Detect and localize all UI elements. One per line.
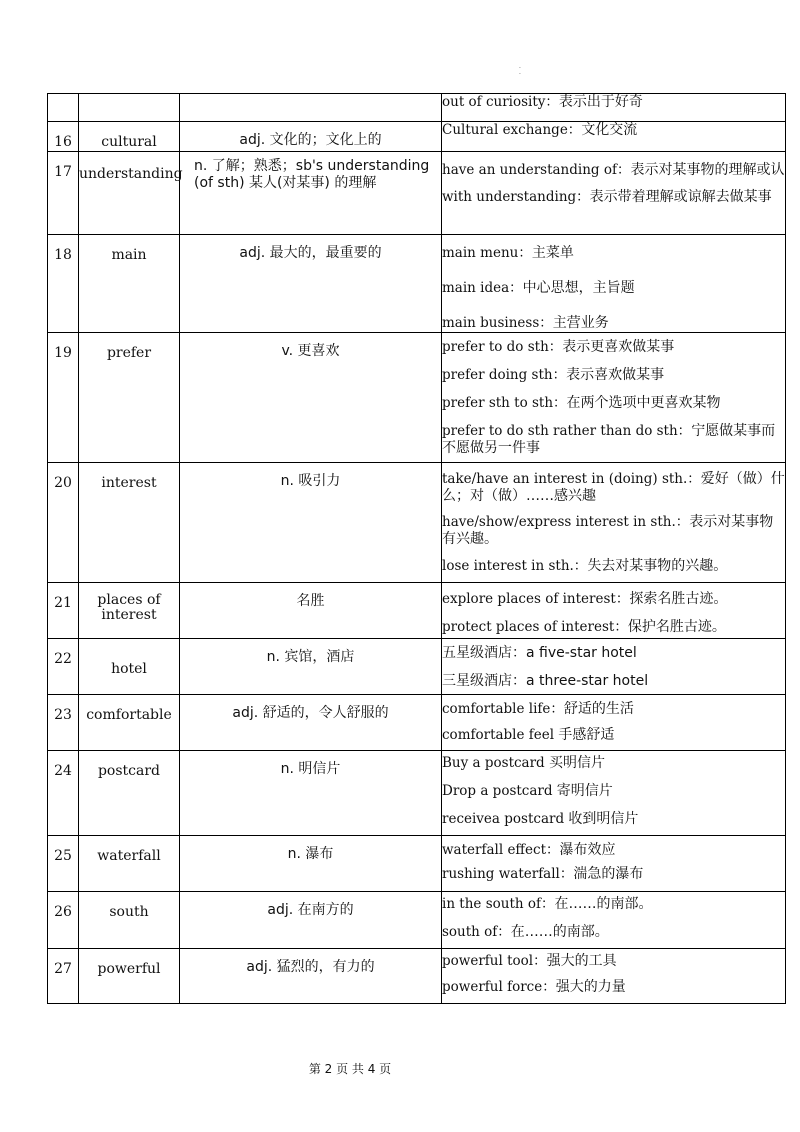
vocabulary-word: hotel bbox=[79, 639, 180, 695]
example-english: Drop a postcard bbox=[442, 783, 557, 799]
usage-examples bbox=[442, 333, 786, 463]
example-chinese: 在……的南部。 bbox=[554, 896, 653, 912]
example-chinese: 瀑布效应 bbox=[559, 842, 616, 858]
example-chinese: 探索名胜古迹。 bbox=[629, 591, 728, 607]
example-english: prefer sth to sth： bbox=[442, 395, 567, 411]
row-number: 23 bbox=[48, 695, 79, 751]
example-chinese: 文化交流 bbox=[581, 122, 638, 138]
page-footer: 第 2 页 共 4 页 bbox=[308, 1062, 392, 1076]
row-number: 25 bbox=[48, 836, 79, 892]
example-english: prefer to do sth rather than do sth： bbox=[442, 423, 692, 439]
table-row bbox=[48, 122, 786, 152]
row-number: 24 bbox=[48, 751, 79, 836]
vocabulary-word: understanding bbox=[79, 152, 180, 235]
page-corner-mark: · · bbox=[519, 65, 521, 78]
example-chinese: 主菜单 bbox=[531, 245, 574, 261]
example-english: explore places of interest： bbox=[442, 591, 630, 607]
example-chinese: 表示更喜欢做某事 bbox=[562, 339, 675, 355]
usage-example bbox=[442, 842, 785, 859]
example-english: main idea： bbox=[442, 280, 523, 296]
word-definition: n. 了解；熟悉；sb's understanding (of sth) 某人(对某事) 的理解 bbox=[180, 152, 442, 235]
example-english: have/show/express interest in sth.： bbox=[442, 514, 690, 530]
example-chinese: 强大的工具 bbox=[546, 953, 617, 969]
row-number: 26 bbox=[48, 892, 79, 949]
usage-examples bbox=[442, 583, 786, 639]
example-chinese: 在……的南部。 bbox=[510, 924, 609, 940]
vocabulary-word: main bbox=[79, 235, 180, 333]
table-row bbox=[48, 463, 786, 583]
example-chinese: 中心思想，主旨题 bbox=[522, 280, 635, 296]
word-definition bbox=[180, 94, 442, 122]
example-english: Buy a postcard bbox=[442, 755, 549, 771]
word-definition: adj. 猛烈的，有力的 bbox=[180, 949, 442, 1004]
usage-example bbox=[442, 280, 785, 297]
example-chinese: 舒适的生活 bbox=[563, 701, 634, 717]
usage-examples bbox=[442, 751, 786, 836]
example-english: waterfall effect： bbox=[442, 842, 560, 858]
example-english: powerful force： bbox=[442, 979, 556, 995]
usage-example bbox=[442, 423, 785, 457]
row-number: 19 bbox=[48, 333, 79, 463]
vocabulary-table-body bbox=[48, 94, 786, 1004]
table-row bbox=[48, 949, 786, 1004]
usage-examples bbox=[442, 94, 786, 122]
usage-examples bbox=[442, 892, 786, 949]
example-chinese: 收到明信片 bbox=[568, 811, 639, 827]
usage-example bbox=[442, 162, 785, 179]
usage-example bbox=[442, 811, 785, 828]
example-english: protect places of interest： bbox=[442, 619, 628, 635]
example-chinese: 强大的力量 bbox=[555, 979, 626, 995]
table-row bbox=[48, 152, 786, 235]
example-chinese: 在两个选项中更喜欢某物 bbox=[566, 395, 721, 411]
example-english: powerful tool： bbox=[442, 953, 547, 969]
usage-examples bbox=[442, 695, 786, 751]
example-english: out of curiosity： bbox=[442, 94, 559, 110]
usage-examples bbox=[442, 235, 786, 333]
usage-example bbox=[442, 727, 785, 744]
row-number: 21 bbox=[48, 583, 79, 639]
example-chinese: 表示对某事物的理解或认 bbox=[630, 162, 785, 178]
example-chinese: 表示对某事物有兴趣。 bbox=[442, 514, 774, 547]
usage-examples bbox=[442, 836, 786, 892]
word-definition: v. 更喜欢 bbox=[180, 333, 442, 463]
example-chinese: 买明信片 bbox=[549, 755, 605, 771]
usage-example bbox=[442, 339, 785, 356]
example-chinese: 失去对某事物的兴趣。 bbox=[587, 558, 728, 574]
row-number: 18 bbox=[48, 235, 79, 333]
example-chinese: 爱好（做）什么；对（做）……感兴趣 bbox=[442, 471, 785, 504]
usage-examples bbox=[442, 122, 786, 152]
row-number: 16 bbox=[48, 122, 79, 152]
vocabulary-word: waterfall bbox=[79, 836, 180, 892]
usage-example bbox=[442, 245, 785, 262]
vocabulary-word: cultural bbox=[79, 122, 180, 152]
example-english: south of： bbox=[442, 924, 511, 940]
usage-example bbox=[442, 755, 785, 772]
usage-examples bbox=[442, 463, 786, 583]
usage-examples bbox=[442, 639, 786, 695]
example-english: lose interest in sth.： bbox=[442, 558, 588, 574]
row-number: 22 bbox=[48, 639, 79, 695]
table-row bbox=[48, 892, 786, 949]
example-chinese: 手感舒适 bbox=[558, 727, 615, 743]
example-english: rushing waterfall： bbox=[442, 866, 574, 882]
example-chinese: 五星级酒店：a five-star hotel bbox=[442, 645, 637, 661]
vocabulary-word: comfortable bbox=[79, 695, 180, 751]
example-chinese: 寄明信片 bbox=[556, 783, 613, 799]
example-chinese: 三星级酒店：a three-star hotel bbox=[442, 673, 649, 689]
table-row bbox=[48, 751, 786, 836]
example-chinese: 宁愿做某事而不愿做另一件事 bbox=[442, 423, 776, 456]
usage-examples bbox=[442, 152, 786, 235]
example-chinese: 保护名胜古迹。 bbox=[627, 619, 726, 635]
word-definition: n. 宾馆，酒店 bbox=[180, 639, 442, 695]
usage-example bbox=[442, 896, 785, 913]
example-english: with understanding： bbox=[442, 189, 590, 205]
usage-example bbox=[442, 395, 785, 412]
table-row bbox=[48, 836, 786, 892]
word-definition: adj. 最大的，最重要的 bbox=[180, 235, 442, 333]
vocabulary-word bbox=[79, 94, 180, 122]
table-row bbox=[48, 583, 786, 639]
word-definition: n. 瀑布 bbox=[180, 836, 442, 892]
usage-example bbox=[442, 471, 785, 505]
vocabulary-word: prefer bbox=[79, 333, 180, 463]
table-row bbox=[48, 695, 786, 751]
usage-example bbox=[442, 367, 785, 384]
vocabulary-word: powerful bbox=[79, 949, 180, 1004]
word-definition: adj. 文化的；文化上的 bbox=[180, 122, 442, 152]
example-english: take/have an interest in (doing) sth.： bbox=[442, 471, 701, 487]
example-english: main business： bbox=[442, 315, 553, 331]
usage-example bbox=[442, 783, 785, 800]
example-english: have an understanding of： bbox=[442, 162, 631, 178]
usage-example bbox=[442, 558, 785, 575]
usage-example bbox=[442, 619, 785, 636]
table-row bbox=[48, 333, 786, 463]
example-english: main menu： bbox=[442, 245, 532, 261]
usage-example bbox=[442, 514, 785, 548]
usage-example bbox=[442, 94, 785, 111]
usage-example bbox=[442, 122, 785, 139]
word-definition: n. 明信片 bbox=[180, 751, 442, 836]
example-english: comfortable life： bbox=[442, 701, 564, 717]
example-chinese: 表示带着理解或谅解去做某事 bbox=[589, 189, 772, 205]
vocabulary-word: places of interest bbox=[79, 583, 180, 639]
table-row bbox=[48, 235, 786, 333]
row-number: 27 bbox=[48, 949, 79, 1004]
table-row bbox=[48, 94, 786, 122]
usage-example bbox=[442, 315, 785, 332]
word-definition: 名胜 bbox=[180, 583, 442, 639]
example-chinese: 主营业务 bbox=[552, 315, 609, 331]
row-number bbox=[48, 94, 79, 122]
vocabulary-word: postcard bbox=[79, 751, 180, 836]
usage-example bbox=[442, 673, 785, 690]
vocabulary-word: south bbox=[79, 892, 180, 949]
example-chinese: 表示喜欢做某事 bbox=[566, 367, 665, 383]
example-chinese: 表示出于好奇 bbox=[558, 94, 643, 110]
word-definition: n. 吸引力 bbox=[180, 463, 442, 583]
vocabulary-table bbox=[47, 93, 786, 1004]
word-definition: adj. 舒适的，令人舒服的 bbox=[180, 695, 442, 751]
example-chinese: 湍急的瀑布 bbox=[573, 866, 644, 882]
row-number: 17 bbox=[48, 152, 79, 235]
usage-example bbox=[442, 866, 785, 883]
example-english: prefer to do sth： bbox=[442, 339, 563, 355]
usage-example bbox=[442, 645, 785, 662]
example-english: prefer doing sth： bbox=[442, 367, 567, 383]
table-row bbox=[48, 639, 786, 695]
example-english: comfortable feel bbox=[442, 727, 559, 743]
usage-example bbox=[442, 924, 785, 941]
usage-example bbox=[442, 953, 785, 970]
row-number: 20 bbox=[48, 463, 79, 583]
usage-example bbox=[442, 701, 785, 718]
example-english: in the south of： bbox=[442, 896, 555, 912]
usage-example bbox=[442, 591, 785, 608]
word-definition: adj. 在南方的 bbox=[180, 892, 442, 949]
vocabulary-word: interest bbox=[79, 463, 180, 583]
example-english: Cultural exchange： bbox=[442, 122, 582, 138]
usage-examples bbox=[442, 949, 786, 1004]
example-english: receivea postcard bbox=[442, 811, 569, 827]
usage-example bbox=[442, 979, 785, 996]
usage-example bbox=[442, 189, 785, 206]
